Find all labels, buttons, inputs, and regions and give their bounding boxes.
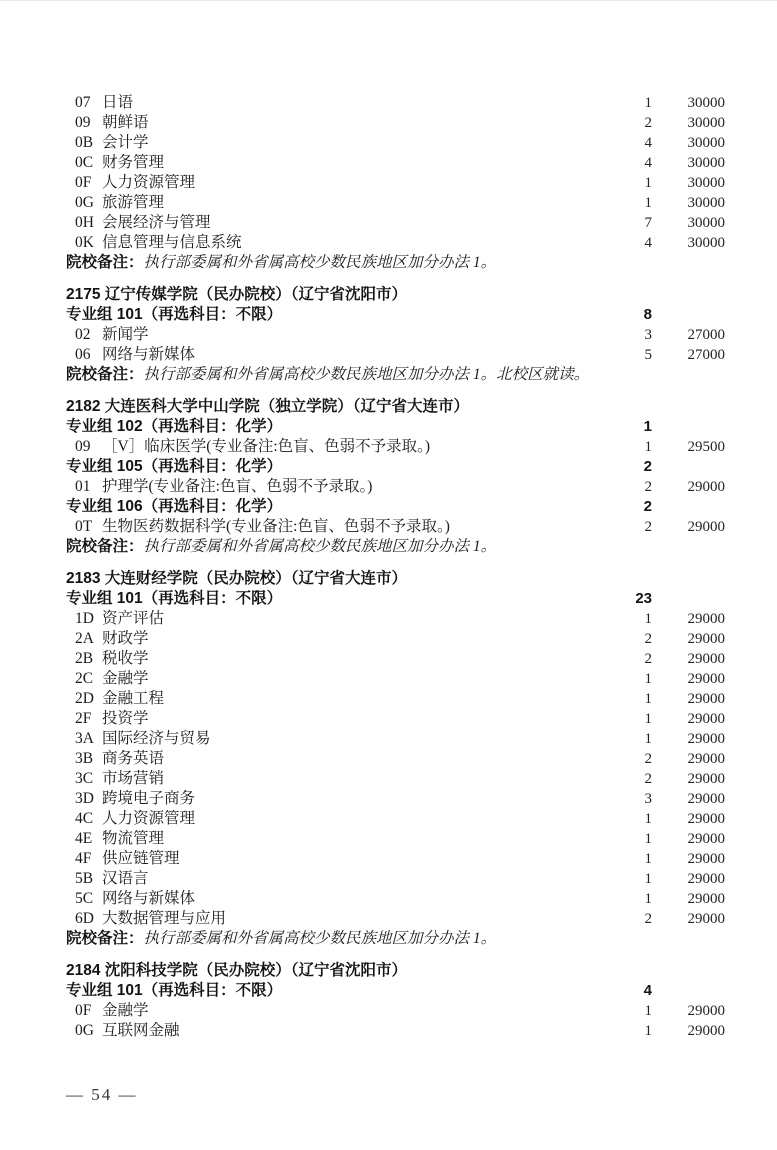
program-name-cell [66, 1021, 606, 1041]
program-tuition-fee: 29000 [687, 671, 725, 687]
program-tuition-fee: 30000 [687, 195, 725, 211]
program-row [66, 609, 725, 629]
group-fee-spacer [652, 981, 725, 1001]
program-row [66, 213, 725, 233]
program-plan-count: 2 [644, 651, 652, 667]
group-fee-spacer [652, 457, 725, 477]
program-name-cell [66, 649, 606, 669]
program-plan-count: 1 [644, 1003, 652, 1019]
program-tuition-fee: 29000 [687, 611, 725, 627]
program-tuition-fee: 27000 [687, 327, 725, 343]
program-code: 0C [75, 154, 94, 171]
program-plan-count: 1 [644, 95, 652, 111]
program-row [66, 153, 725, 173]
program-name-cell [66, 729, 606, 749]
program-title: 会计学 [102, 134, 149, 151]
program-title: 金融工程 [102, 690, 165, 707]
program-title: 汉语言 [102, 870, 149, 887]
program-title: 供应链管理 [102, 850, 180, 867]
program-plan-count: 2 [644, 631, 652, 647]
program-tuition-fee: 29000 [687, 891, 725, 907]
program-tuition-fee: 29000 [687, 731, 725, 747]
program-code: 3C [75, 770, 94, 787]
program-row [66, 869, 725, 889]
program-row [66, 113, 725, 133]
remark-label: 院校备注： [66, 254, 144, 271]
program-row [66, 769, 725, 789]
group-plan-count: 23 [635, 590, 652, 607]
institution-remark-row [66, 929, 725, 949]
program-title: 财政学 [102, 630, 149, 647]
admission-plan-list [66, 93, 725, 1041]
program-row [66, 193, 725, 213]
program-tuition-fee: 30000 [687, 155, 725, 171]
program-name-cell [66, 517, 606, 537]
program-tuition-fee: 29000 [687, 1003, 725, 1019]
program-code: 1D [75, 610, 94, 627]
program-name-cell [66, 233, 606, 253]
program-plan-count: 1 [644, 731, 652, 747]
major-group-row [66, 497, 725, 517]
section-rows [66, 417, 725, 557]
program-code: 09 [75, 438, 91, 455]
program-row [66, 829, 725, 849]
program-plan-count: 4 [644, 235, 652, 251]
program-code: 2F [75, 710, 92, 727]
institution-remark-row [66, 537, 725, 557]
program-plan-count: 1 [644, 691, 652, 707]
program-name-cell [66, 909, 606, 929]
program-name-cell [66, 709, 606, 729]
major-group-label: 专业组 102（再选科目：化学） [66, 418, 283, 435]
program-tuition-fee: 30000 [687, 215, 725, 231]
program-title: 人力资源管理 [102, 174, 196, 191]
program-row [66, 789, 725, 809]
program-title: 资产评估 [102, 610, 165, 627]
institution-title: 2182 大连医科大学中山学院（独立学院）（辽宁省大连市） [66, 398, 470, 415]
program-plan-count: 1 [644, 611, 652, 627]
program-name-cell [66, 93, 606, 113]
institution-title: 2175 辽宁传媒学院（民办院校）（辽宁省沈阳市） [66, 286, 408, 303]
remark-text: 执行部委属和外省属高校少数民族地区加分办法 1。北校区就读。 [143, 366, 590, 383]
institution-section [66, 285, 725, 385]
program-name-cell [66, 437, 606, 457]
program-code: 06 [75, 346, 91, 363]
institution-title: 2184 沈阳科技学院（民办院校）（辽宁省沈阳市） [66, 962, 408, 979]
program-plan-count: 2 [644, 115, 652, 131]
program-plan-count: 1 [644, 195, 652, 211]
program-plan-count: 1 [644, 175, 652, 191]
program-tuition-fee: 29000 [687, 911, 725, 927]
program-plan-count: 1 [644, 439, 652, 455]
program-tuition-fee: 29000 [687, 711, 725, 727]
program-code: 2D [75, 690, 94, 707]
remark-label: 院校备注： [66, 930, 144, 947]
major-group-row [66, 457, 725, 477]
program-tuition-fee: 29000 [687, 811, 725, 827]
program-title: 财务管理 [102, 154, 165, 171]
program-row [66, 325, 725, 345]
program-code: 5B [75, 870, 94, 887]
program-plan-count: 1 [644, 831, 652, 847]
program-row [66, 437, 725, 457]
program-tuition-fee: 29000 [687, 651, 725, 667]
program-title: 护理学(专业备注:色盲、色弱不予录取。) [102, 478, 373, 495]
program-tuition-fee: 29000 [687, 691, 725, 707]
institution-section [66, 569, 725, 949]
program-code: 0T [75, 518, 93, 535]
program-title: 商务英语 [102, 750, 165, 767]
group-fee-spacer [652, 589, 725, 609]
program-title: 跨境电子商务 [102, 790, 196, 807]
program-tuition-fee: 30000 [687, 95, 725, 111]
program-title: 大数据管理与应用 [102, 910, 227, 927]
major-group-row [66, 981, 725, 1001]
program-code: 2A [75, 630, 94, 647]
program-title: 投资学 [102, 710, 149, 727]
program-code: 5C [75, 890, 94, 907]
program-row [66, 809, 725, 829]
program-row [66, 649, 725, 669]
program-name-cell [66, 669, 606, 689]
program-plan-count: 3 [644, 327, 652, 343]
program-code: 07 [75, 94, 91, 111]
program-title: 信息管理与信息系统 [102, 234, 242, 251]
program-row [66, 909, 725, 929]
institution-section [66, 397, 725, 557]
program-title: 网络与新媒体 [102, 346, 196, 363]
program-row [66, 133, 725, 153]
program-name-cell [66, 829, 606, 849]
group-plan-count: 8 [643, 306, 652, 323]
program-plan-count: 4 [644, 155, 652, 171]
program-plan-count: 1 [644, 711, 652, 727]
program-tuition-fee: 30000 [687, 115, 725, 131]
program-name-cell [66, 345, 606, 365]
program-row [66, 709, 725, 729]
group-plan-count: 4 [643, 982, 652, 999]
program-title: ［V］临床医学(专业备注:色盲、色弱不予录取。) [102, 438, 431, 455]
remark-text: 执行部委属和外省属高校少数民族地区加分办法 1。 [143, 930, 497, 947]
group-fee-spacer [652, 305, 725, 325]
program-plan-count: 5 [644, 347, 652, 363]
institution-remark-row [66, 365, 725, 385]
program-row [66, 889, 725, 909]
program-plan-count: 1 [644, 851, 652, 867]
program-name-cell [66, 153, 606, 173]
program-title: 网络与新媒体 [102, 890, 196, 907]
group-fee-spacer [652, 497, 725, 517]
program-name-cell [66, 173, 606, 193]
program-tuition-fee: 29000 [687, 751, 725, 767]
program-plan-count: 1 [644, 671, 652, 687]
program-code: 4C [75, 810, 94, 827]
program-plan-count: 2 [644, 519, 652, 535]
program-row [66, 93, 725, 113]
institution-section [66, 961, 725, 1041]
program-row [66, 669, 725, 689]
program-plan-count: 3 [644, 791, 652, 807]
program-name-cell [66, 609, 606, 629]
program-tuition-fee: 29000 [687, 831, 725, 847]
remark-label: 院校备注： [66, 538, 144, 555]
program-code: 01 [75, 478, 91, 495]
program-name-cell [66, 133, 606, 153]
program-title: 人力资源管理 [102, 810, 196, 827]
program-tuition-fee: 29000 [687, 791, 725, 807]
program-tuition-fee: 29000 [687, 871, 725, 887]
program-code: 4F [75, 850, 92, 867]
program-name-cell [66, 809, 606, 829]
remark-text: 执行部委属和外省属高校少数民族地区加分办法 1。 [143, 538, 497, 555]
program-plan-count: 2 [644, 771, 652, 787]
program-name-cell [66, 629, 606, 649]
program-title: 旅游管理 [102, 194, 165, 211]
program-title: 税收学 [102, 650, 149, 667]
page-number: — 54 — [66, 1085, 138, 1104]
major-group-row [66, 417, 725, 437]
program-name-cell [66, 113, 606, 133]
program-row [66, 849, 725, 869]
program-name-cell [66, 477, 606, 497]
program-row [66, 689, 725, 709]
program-title: 新闻学 [102, 326, 149, 343]
group-plan-count: 1 [643, 418, 652, 435]
program-plan-count: 7 [644, 215, 652, 231]
program-plan-count: 2 [644, 479, 652, 495]
program-code: 6D [75, 910, 94, 927]
program-title: 朝鲜语 [102, 114, 149, 131]
program-row [66, 729, 725, 749]
institution-remark-row [66, 253, 725, 273]
institution-title: 2183 大连财经学院（民办院校）（辽宁省大连市） [66, 570, 408, 587]
program-title: 互联网金融 [102, 1022, 180, 1039]
major-group-label: 专业组 106（再选科目：化学） [66, 498, 283, 515]
program-name-cell [66, 689, 606, 709]
program-code: 4E [75, 830, 93, 847]
major-group-label: 专业组 101（再选科目：不限） [66, 590, 283, 607]
remark-label: 院校备注： [66, 366, 144, 383]
program-code: 0G [75, 194, 94, 211]
program-code: 0F [75, 1002, 92, 1019]
program-tuition-fee: 29000 [687, 631, 725, 647]
program-name-cell [66, 769, 606, 789]
program-code: 2B [75, 650, 94, 667]
program-tuition-fee: 29500 [687, 439, 725, 455]
section-rows [66, 93, 725, 273]
program-name-cell [66, 1001, 606, 1021]
program-title: 生物医药数据科学(专业备注:色盲、色弱不予录取。) [102, 518, 450, 535]
program-tuition-fee: 29000 [687, 1023, 725, 1039]
program-name-cell [66, 789, 606, 809]
group-fee-spacer [652, 417, 725, 437]
program-name-cell [66, 869, 606, 889]
group-plan-count: 2 [643, 498, 652, 515]
program-row [66, 173, 725, 193]
program-row [66, 749, 725, 769]
program-plan-count: 2 [644, 911, 652, 927]
program-plan-count: 2 [644, 751, 652, 767]
program-plan-count: 1 [644, 891, 652, 907]
program-code: 0H [75, 214, 94, 231]
program-code: 3A [75, 730, 94, 747]
section-rows [66, 981, 725, 1041]
program-tuition-fee: 29000 [687, 519, 725, 535]
program-tuition-fee: 29000 [687, 851, 725, 867]
section-rows [66, 305, 725, 385]
program-code: 0G [75, 1022, 94, 1039]
program-code: 0B [75, 134, 94, 151]
program-tuition-fee: 27000 [687, 347, 725, 363]
program-name-cell [66, 213, 606, 233]
program-name-cell [66, 749, 606, 769]
program-name-cell [66, 889, 606, 909]
group-plan-count: 2 [643, 458, 652, 475]
program-row [66, 477, 725, 497]
program-title: 物流管理 [102, 830, 165, 847]
program-plan-count: 1 [644, 1023, 652, 1039]
program-plan-count: 4 [644, 135, 652, 151]
program-code: 3B [75, 750, 94, 767]
major-group-label: 专业组 105（再选科目：化学） [66, 458, 283, 475]
program-title: 日语 [102, 94, 134, 111]
program-title: 会展经济与管理 [102, 214, 211, 231]
program-title: 国际经济与贸易 [102, 730, 211, 747]
program-code: 3D [75, 790, 94, 807]
program-code: 2C [75, 670, 94, 687]
program-code: 02 [75, 326, 91, 343]
program-row [66, 517, 725, 537]
program-row [66, 629, 725, 649]
program-name-cell [66, 193, 606, 213]
program-title: 金融学 [102, 670, 149, 687]
major-group-label: 专业组 101（再选科目：不限） [66, 982, 283, 999]
remark-text: 执行部委属和外省属高校少数民族地区加分办法 1。 [143, 254, 497, 271]
program-tuition-fee: 30000 [687, 135, 725, 151]
program-title: 市场营销 [102, 770, 165, 787]
program-name-cell [66, 849, 606, 869]
institution-section [66, 93, 725, 273]
major-group-row [66, 589, 725, 609]
program-row [66, 345, 725, 365]
program-row [66, 233, 725, 253]
program-title: 金融学 [102, 1002, 149, 1019]
program-code: 0K [75, 234, 94, 251]
program-row [66, 1001, 725, 1021]
program-code: 0F [75, 174, 92, 191]
program-plan-count: 1 [644, 811, 652, 827]
program-tuition-fee: 30000 [687, 235, 725, 251]
program-name-cell [66, 325, 606, 345]
major-group-row [66, 305, 725, 325]
program-tuition-fee: 30000 [687, 175, 725, 191]
program-tuition-fee: 29000 [687, 771, 725, 787]
program-plan-count: 1 [644, 871, 652, 887]
program-code: 09 [75, 114, 91, 131]
program-row [66, 1021, 725, 1041]
program-tuition-fee: 29000 [687, 479, 725, 495]
section-rows [66, 589, 725, 949]
major-group-label: 专业组 101（再选科目：不限） [66, 306, 283, 323]
